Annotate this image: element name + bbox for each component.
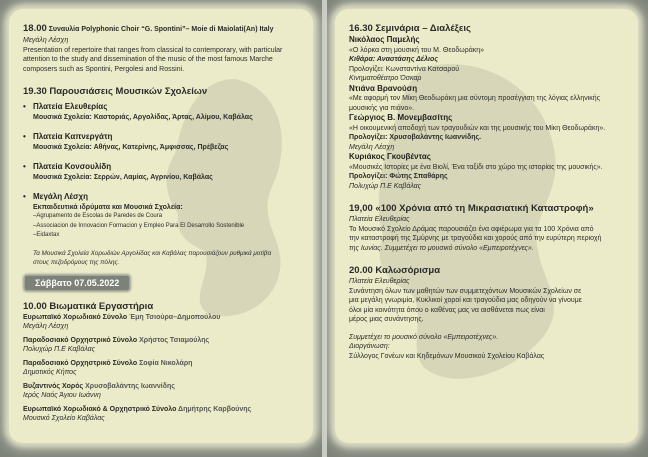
asia-minor-line-1: Το Μουσικό Σχολείο Δράμας παρουσιάζει ένα αφιέρωμα για τα 100 Χρόνια από (349, 225, 594, 233)
left-page (0, 0, 322, 457)
workshop-row: Παραδοσιακό Ορχηστρικό Σύνολο Χρήστος Τσιαμούλης (23, 336, 210, 344)
seminar-line: «Ο λόρκα στη μουσική του Μ. Θεοδωράκη» (349, 46, 485, 54)
concert-desc-2: attention to the study and dissemination of the music of the most famous Marche (23, 56, 273, 63)
workshop-place: Πολυχώρ Π.Ε Καβάλας (23, 346, 96, 353)
concert-title: 18.00 Συναυλία Polyphonic Choir “G. Spontini”– Moie di Maiolati(An) Italy (23, 23, 274, 34)
seminar-line: Προλογίζει: Φώτης Σπαθάρης (349, 173, 448, 180)
schools-kapnergati: Μουσικά Σχολεία: Αθήνας, Κατερίνης, Άμφισσας, Πρέβεζας (33, 143, 229, 151)
workshop-place: Μουσικό Σχολείο Καβάλας (23, 415, 105, 422)
lesxi-line-1: Εκπαιδευτικά ιδρύματα και Μουσικά Σχολεία: (33, 203, 183, 211)
seminar-line: Ντιάνα Βρανούση (349, 83, 418, 93)
seminar-line: μουσικής για πιάνο». (349, 104, 415, 112)
welcome-footer-3: Σύλλογος Γονέων και Κηδεμόνων Μουσικού Σχολείου Καβάλας (349, 352, 545, 360)
seminar-line: Πολυχώρ Π.Ε Καβάλας (349, 182, 422, 190)
date-saturday-label: Σάββατο 07.05.2022 (25, 276, 129, 290)
welcome-place: Πλατεία Ελευθερίας (349, 278, 410, 285)
asia-minor-line-3: της Ιωνίας. Συμμετέχει το μουσικό σύνολο «Εμπειροτέχνες». (349, 244, 534, 252)
schools-note-2: στους πεζοδρόμους της πόλης. (33, 259, 120, 266)
venue-eleftherias: • Πλατεία Ελευθερίας (23, 102, 108, 111)
seminar-line: Κυριάκος Γκουβέντας (349, 152, 431, 161)
seminars-title: 16.30 Σεμινάρια – Διαλέξεις (349, 23, 471, 34)
workshop-row: Παραδοσιακό Ορχηστρικό Σύνολο Σοφία Νικολάρη (23, 359, 193, 367)
lesxi-line-4: –Eidaxtax (33, 232, 60, 238)
workshop-row: Ευρωπαϊκό Χορωδιακό & Ορχηστρικό Σύνολο Δημήτρης Καρβούνης (23, 405, 252, 413)
welcome-line-1: Συνάντηση όλων των μαθητών των συμμετεχόντων Μουσικών Σχολείων σε (349, 287, 582, 295)
workshop-row: Βυζαντινός Χορός Χρυσοβαλάντης Ιωαννίδης (23, 382, 175, 390)
seminar-line: Κιθάρα: Αναστάσης Δέλιος (349, 56, 438, 63)
workshop-place: Ιερός Ναός Άγιου Ιωάννη (23, 392, 101, 399)
schools-note-1: Τα Μουσικά Σχολεία Χορωδιών Αργολίδας και Καβάλας παρουσιάζουν ρυθμικά μοτίβα (33, 249, 272, 257)
school-presentations-title: 19.30 Παρουσιάσεις Μουσικών Σχολείων (23, 86, 208, 97)
right-paper (335, 9, 638, 443)
welcome-line-2: μια μεγάλη γνωριμία, Κυκλικοί χοροί και τραγούδια μας οδηγούν να γίνουμε (349, 297, 582, 304)
workshop-row: Ευρωπαϊκό Χορωδιακό Σύνολο Έμη Τσιούρα–Δημοπούλου (23, 313, 221, 321)
seminar-line: «Μουσικές Ιστορίες με ένα Βιολί, Ένα ταξίδι στο χώρο της ιστορίας της μουσικής». (349, 163, 603, 171)
workshop-place: Δημοτικός Κήπος (23, 369, 77, 376)
seminar-line: «Με αφορμή τον Μίκη Θεοδωράκη μια σύντομη προσέγγιση της λόγιας ελληνικής (349, 95, 601, 102)
left-paper (9, 9, 313, 443)
schools-konsoulidi: Μουσικά Σχολεία: Σερρών, Λαμίας, Αγρινίου, Καβάλας (33, 173, 213, 181)
concert-desc-3: composers such as Spontini, Pergolesi and Rossini. (23, 65, 185, 73)
welcome-footer-2: Διοργάνωση: (349, 343, 390, 350)
venue-lesxi: • Μεγάλη Λέσχη (23, 192, 88, 201)
concert-place: Μεγάλη Λέσχη (23, 37, 69, 44)
workshops-title: 10.00 Βιωματικά Εργαστήρια (23, 300, 154, 312)
lesxi-line-3: –Associacion de Innovacion Formacion y Empleo Para El Desarrollo Sostenible (33, 222, 245, 229)
asia-minor-place: Πλατεία Ελευθερίας (349, 216, 410, 223)
seminar-line: Προλογίζει: Χρυσοβαλάντης Ιωαννίδης. (349, 134, 482, 141)
seminar-line: Γεώργιος Β. Μονεμβασίτης (349, 113, 453, 122)
welcome-line-4: μέρος μιας συνάντησης. (349, 316, 424, 323)
right-page (327, 0, 648, 457)
venue-kapnergati: • Πλατεία Καπνεργάτη (23, 132, 113, 141)
seminar-line: «Η οικουμενική αποδοχή των τραγουδιών και της μουσικής του Μίκη Θεοδωράκη». (349, 124, 606, 132)
seminar-lines (349, 35, 626, 191)
welcome-line-3: όλοι μία κοινότητα όπου ο καθένας μας να αισθάνεται πως είναι (349, 306, 545, 314)
workshop-place: Μεγάλη Λέσχη (23, 323, 69, 330)
concert-desc-1: Presentation of repertoire that ranges from classical to contemporary, with particular (23, 46, 283, 54)
schools-eleftherias: Μουσικά Σχολεία: Καστοριάς, Αργολίδας, Άρτας, Αλίμου, Καβάλας (33, 113, 253, 121)
seminar-line: Μεγάλη Λέσχη (349, 143, 395, 151)
asia-minor-title: 19,00 «100 Χρόνια από τη Μικρασιατική Καταστροφή» (349, 203, 594, 214)
asia-minor-line-2: την καταστροφή της Σμύρνης με τραγούδια και χορούς από την ευρύτερη περιοχή (349, 235, 602, 242)
welcome-footer-1: Συμμετέχει το μουσικό σύνολο «Εμπειροτέχνες». (349, 333, 499, 341)
lesxi-line-2: –Agrupamento de Escolas de Paredes de Coura (33, 213, 163, 219)
venue-konsoulidi: • Πλατεία Κονσουλίδη (23, 162, 112, 171)
seminar-line: Προλογίζει: Κωνσταντίνα Κατσαρού (349, 65, 460, 73)
welcome-title: 20.00 Καλωσόρισμα (349, 265, 441, 276)
seminar-line: Κινηματοθέατρο Όσκαρ (349, 75, 422, 82)
seminar-line: Νικόλαος Παμελής (349, 35, 420, 44)
